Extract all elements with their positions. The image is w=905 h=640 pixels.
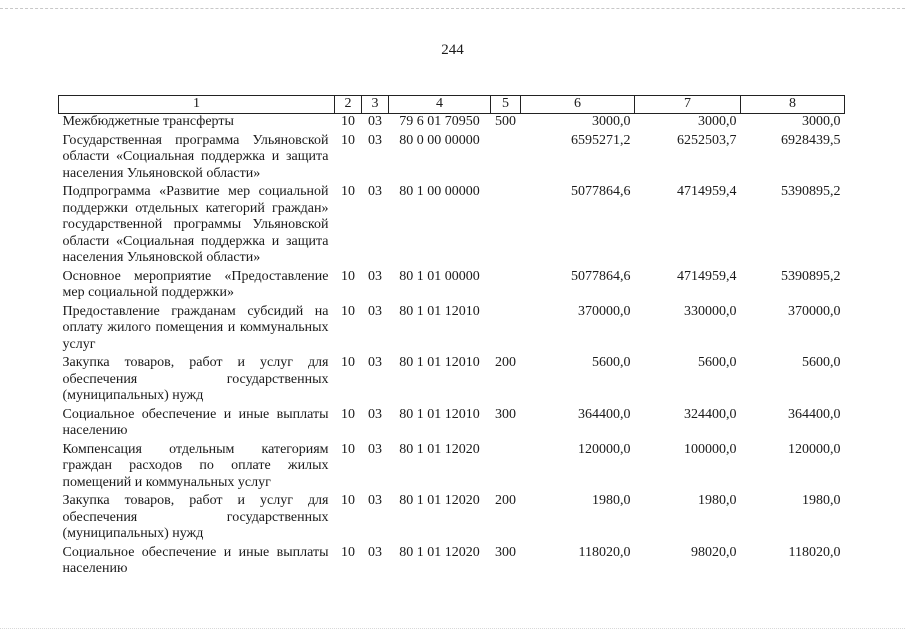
amount-col-6: 1980,0 bbox=[592, 493, 631, 508]
section-code: 10 bbox=[341, 114, 355, 129]
section-code: 10 bbox=[341, 544, 355, 560]
item-name: Межбюджетные трансферты bbox=[62, 114, 234, 129]
target-article-code: 80 1 01 12020 bbox=[399, 544, 480, 560]
header-col-7: 7 bbox=[635, 96, 741, 114]
target-article-code: 80 1 01 12020 bbox=[399, 441, 480, 457]
expense-type-code: 200 bbox=[495, 493, 516, 508]
target-article-code: 80 0 00 00000 bbox=[399, 132, 480, 148]
table-row bbox=[59, 133, 845, 185]
subsection-code: 03 bbox=[368, 132, 382, 148]
amount-col-8: 118020,0 bbox=[788, 544, 841, 560]
table-body bbox=[59, 114, 845, 580]
target-article-code: 79 6 01 70950 bbox=[399, 114, 480, 129]
table-row bbox=[59, 545, 845, 580]
target-article-code: 80 1 01 12020 bbox=[399, 493, 480, 508]
amount-col-6: 6595271,2 bbox=[571, 132, 631, 148]
amount-col-7: 4714959,4 bbox=[677, 268, 737, 284]
section-code: 10 bbox=[341, 303, 355, 319]
header-col-8: 8 bbox=[741, 96, 845, 114]
header-col-1: 1 bbox=[59, 96, 335, 114]
expense-type-code bbox=[491, 184, 521, 269]
table-row bbox=[59, 184, 845, 269]
target-article-code: 80 1 01 00000 bbox=[399, 268, 480, 284]
amount-col-6: 5077864,6 bbox=[571, 268, 631, 284]
expense-type-code: 500 bbox=[495, 114, 516, 129]
amount-col-7: 3000,0 bbox=[698, 114, 737, 129]
section-code: 10 bbox=[341, 184, 355, 199]
item-name: Основное мероприятие «Предоставление мер социальной поддержки» bbox=[62, 268, 329, 300]
target-article-code: 80 1 01 12010 bbox=[399, 303, 480, 319]
amount-col-8: 364400,0 bbox=[788, 406, 841, 422]
expense-type-code: 200 bbox=[495, 355, 516, 370]
header-col-2: 2 bbox=[335, 96, 362, 114]
table-row bbox=[59, 407, 845, 442]
amount-col-8: 5600,0 bbox=[802, 355, 841, 370]
budget-table bbox=[58, 95, 845, 580]
page-number: 244 bbox=[441, 42, 464, 58]
section-code: 10 bbox=[341, 132, 355, 148]
item-name: Предоставление гражданам субсидий на оплату жилого помещения и коммунальных услуг bbox=[62, 303, 329, 352]
item-name: Социальное обеспечение и иные выплаты населению bbox=[62, 544, 329, 576]
scan-edge-top bbox=[0, 8, 905, 9]
expense-type-code bbox=[491, 304, 521, 356]
subsection-code: 03 bbox=[368, 184, 382, 199]
amount-col-8: 6928439,5 bbox=[781, 132, 841, 148]
amount-col-7: 98020,0 bbox=[691, 544, 737, 560]
item-name: Подпрограмма «Развитие мер социальной поддержки отдельных категорий граждан» государственной программы Ульяновской области «Социальная поддержка и защита населения Ульяновской области» bbox=[62, 184, 329, 265]
amount-col-7: 6252503,7 bbox=[677, 132, 737, 148]
amount-col-6: 3000,0 bbox=[592, 114, 631, 129]
subsection-code: 03 bbox=[368, 114, 382, 129]
target-article-code: 80 1 00 00000 bbox=[399, 184, 480, 199]
subsection-code: 03 bbox=[368, 441, 382, 457]
amount-col-7: 100000,0 bbox=[684, 441, 737, 457]
amount-col-7: 4714959,4 bbox=[677, 184, 737, 199]
section-code: 10 bbox=[341, 268, 355, 284]
section-code: 10 bbox=[341, 493, 355, 508]
header-col-5: 5 bbox=[491, 96, 521, 114]
header-col-6: 6 bbox=[521, 96, 635, 114]
amount-col-7: 5600,0 bbox=[698, 355, 737, 370]
subsection-code: 03 bbox=[368, 268, 382, 284]
table-row bbox=[59, 304, 845, 356]
amount-col-8: 5390895,2 bbox=[781, 268, 841, 284]
amount-col-8: 1980,0 bbox=[802, 493, 841, 508]
item-name: Компенсация отдельным категориям граждан расходов по оплате жилых помещений и коммунальных услуг bbox=[62, 441, 329, 490]
item-name: Закупка товаров, работ и услуг для обеспечения государственных (муниципальных) нужд bbox=[62, 355, 329, 403]
amount-col-7: 330000,0 bbox=[684, 303, 737, 319]
subsection-code: 03 bbox=[368, 493, 382, 508]
section-code: 10 bbox=[341, 355, 355, 370]
expense-type-code: 300 bbox=[495, 406, 516, 422]
amount-col-6: 364400,0 bbox=[578, 406, 631, 422]
amount-col-6: 120000,0 bbox=[578, 441, 631, 457]
table-row bbox=[59, 493, 845, 545]
section-code: 10 bbox=[341, 406, 355, 422]
subsection-code: 03 bbox=[368, 355, 382, 370]
expense-type-code bbox=[491, 442, 521, 494]
header-col-4: 4 bbox=[389, 96, 491, 114]
expense-type-code: 300 bbox=[495, 544, 516, 560]
table-header bbox=[59, 96, 845, 114]
header-col-3: 3 bbox=[362, 96, 389, 114]
amount-col-8: 5390895,2 bbox=[781, 184, 841, 199]
amount-col-6: 370000,0 bbox=[578, 303, 631, 319]
table-row bbox=[59, 114, 845, 133]
amount-col-7: 1980,0 bbox=[698, 493, 737, 508]
item-name: Социальное обеспечение и иные выплаты населению bbox=[62, 406, 329, 438]
table-row bbox=[59, 355, 845, 407]
subsection-code: 03 bbox=[368, 303, 382, 319]
amount-col-8: 3000,0 bbox=[802, 114, 841, 129]
amount-col-6: 5600,0 bbox=[592, 355, 631, 370]
table-row bbox=[59, 442, 845, 494]
amount-col-8: 370000,0 bbox=[788, 303, 841, 319]
target-article-code: 80 1 01 12010 bbox=[399, 406, 480, 422]
section-code: 10 bbox=[341, 441, 355, 457]
amount-col-7: 324400,0 bbox=[684, 406, 737, 422]
table-row bbox=[59, 269, 845, 304]
amount-col-6: 118020,0 bbox=[578, 544, 631, 560]
header-row bbox=[59, 96, 845, 114]
item-name: Закупка товаров, работ и услуг для обеспечения государственных (муниципальных) нужд bbox=[62, 493, 329, 541]
subsection-code: 03 bbox=[368, 544, 382, 560]
scan-edge-bottom bbox=[0, 628, 905, 629]
amount-col-8: 120000,0 bbox=[788, 441, 841, 457]
item-name: Государственная программа Ульяновской области «Социальная поддержка и защита населения Ульяновской области» bbox=[62, 132, 329, 181]
subsection-code: 03 bbox=[368, 406, 382, 422]
expense-type-code bbox=[491, 133, 521, 185]
expense-type-code bbox=[491, 269, 521, 304]
amount-col-6: 5077864,6 bbox=[571, 184, 631, 199]
target-article-code: 80 1 01 12010 bbox=[399, 355, 480, 370]
